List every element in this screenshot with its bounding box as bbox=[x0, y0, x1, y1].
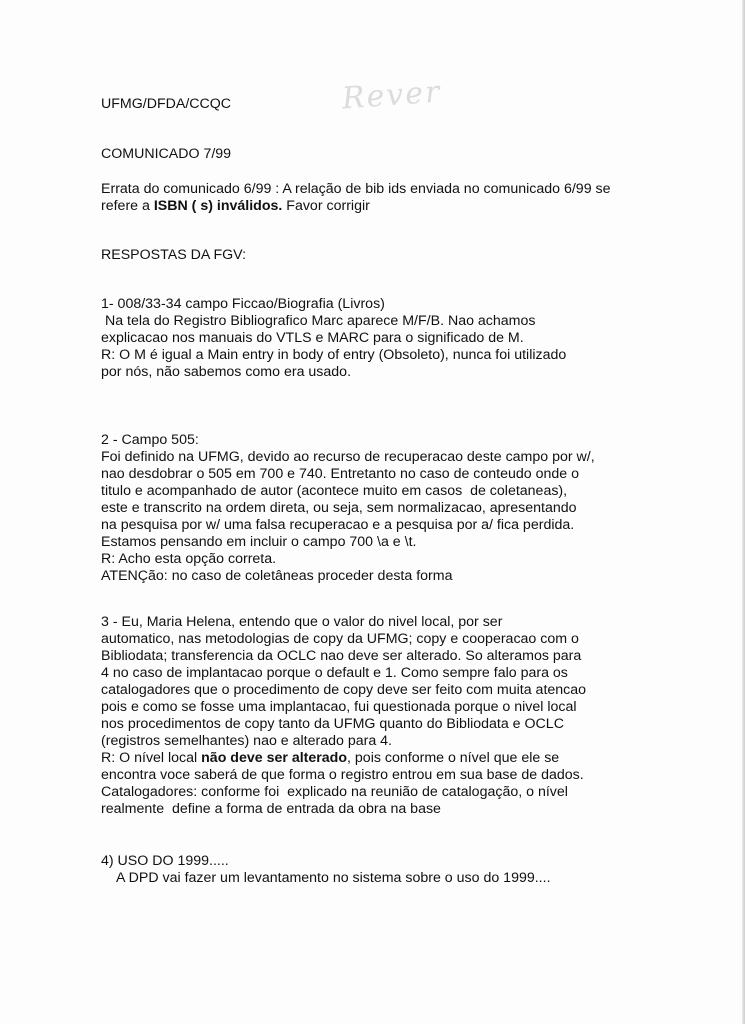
item3-line: 3 - Eu, Maria Helena, entendo que o valor do nivel local, por ser bbox=[101, 614, 503, 630]
item3-line: automatico, nas metodologias de copy da UFMG; copy e cooperacao com o bbox=[101, 631, 579, 647]
item4-line: A DPD vai fazer um levantamento no sistema sobre o uso do 1999.... bbox=[101, 870, 551, 886]
item2-line: titulo e acompanhado de autor (acontece muito em casos de coletaneas), bbox=[101, 483, 568, 499]
item3-line: 4 no caso de implantacao porque o default e 1. Como sempre falo para os bbox=[101, 665, 568, 681]
item2-line: Estamos pensando em incluir o campo 700 \a e \t. bbox=[101, 534, 417, 550]
item2-line: na pesquisa por w/ uma falsa recuperacao e a pesquisa por a/ fica perdida. bbox=[101, 517, 575, 533]
item2-line: Foi definido na UFMG, devido ao recurso de recuperacao deste campo por w/, bbox=[101, 449, 595, 465]
item3-line: catalogadores que o procedimento de copy deve ser feito com muita atencao bbox=[101, 682, 587, 698]
item2-line: este e transcrito na ordem direta, ou seja, sem normalizacao, apresentando bbox=[101, 500, 577, 516]
item2-line: nao desdobrar o 505 em 700 e 740. Entretanto no caso de conteudo onde o bbox=[101, 466, 580, 482]
item2-line: R: Acho esta opção correta. bbox=[101, 551, 277, 567]
item1-line: 1- 008/33-34 campo Ficcao/Biografia (Livros) bbox=[101, 296, 385, 312]
item1-line: por nós, não sabemos como era usado. bbox=[101, 364, 352, 380]
errata-line-2 bbox=[101, 198, 370, 215]
item3-answer-pre: R: O nível local bbox=[101, 750, 202, 766]
comunicado-title: COMUNICADO 7/99 bbox=[101, 146, 232, 162]
item3-line: nos procedimentos de copy tanto da UFMG quanto do Bibliodata e OCLC bbox=[101, 716, 564, 732]
item3-answer-line: Catalogadores: conforme foi explicado na reunião de catalogação, o nível bbox=[101, 784, 568, 800]
header-code: UFMG/DFDA/CCQC bbox=[101, 96, 232, 112]
errata-line-1: Errata do comunicado 6/99 : A relação de bib ids enviada no comunicado 6/99 se bbox=[101, 181, 611, 197]
item1-line: Na tela do Registro Bibliografico Marc aparece M/F/B. Nao achamos bbox=[101, 313, 536, 329]
item2-line: ATENÇão: no caso de coletâneas proceder desta forma bbox=[101, 568, 453, 584]
item3-answer-line: encontra voce saberá de que forma o registro entrou em sua base de dados. bbox=[101, 767, 584, 783]
faint-stamp: Rever bbox=[340, 74, 443, 117]
errata-line-2-post: Favor corrigir bbox=[282, 198, 370, 214]
item3-answer-line: realmente define a forma de entrada da obra na base bbox=[101, 801, 441, 817]
item1-line: explicacao nos manuais do VTLS e MARC para o significado de M. bbox=[101, 330, 524, 346]
item4-line: 4) USO DO 1999..... bbox=[101, 853, 229, 869]
item1-line: R: O M é igual a Main entry in body of entry (Obsoleto), nunca foi utilizado bbox=[101, 347, 567, 363]
errata-bold: ISBN ( s) inválidos. bbox=[153, 198, 283, 214]
respostas-title: RESPOSTAS DA FGV: bbox=[101, 247, 247, 263]
item3-answer-bold: não deve ser alterado bbox=[201, 750, 348, 766]
item3-answer-line bbox=[101, 750, 559, 767]
item3-answer-post: , pois conforme o nível que ele se bbox=[347, 750, 560, 766]
item3-line: Bibliodata; transferencia da OCLC nao deve ser alterado. So alteramos para bbox=[101, 648, 582, 664]
item2-line: 2 - Campo 505: bbox=[101, 432, 199, 448]
errata-line-2-pre: refere a bbox=[101, 198, 154, 214]
item3-line: (registros semelhantes) nao e alterado para 4. bbox=[101, 733, 393, 749]
item3-line: pois e como se fosse uma implantacao, fui questionada porque o nivel local bbox=[101, 699, 577, 715]
